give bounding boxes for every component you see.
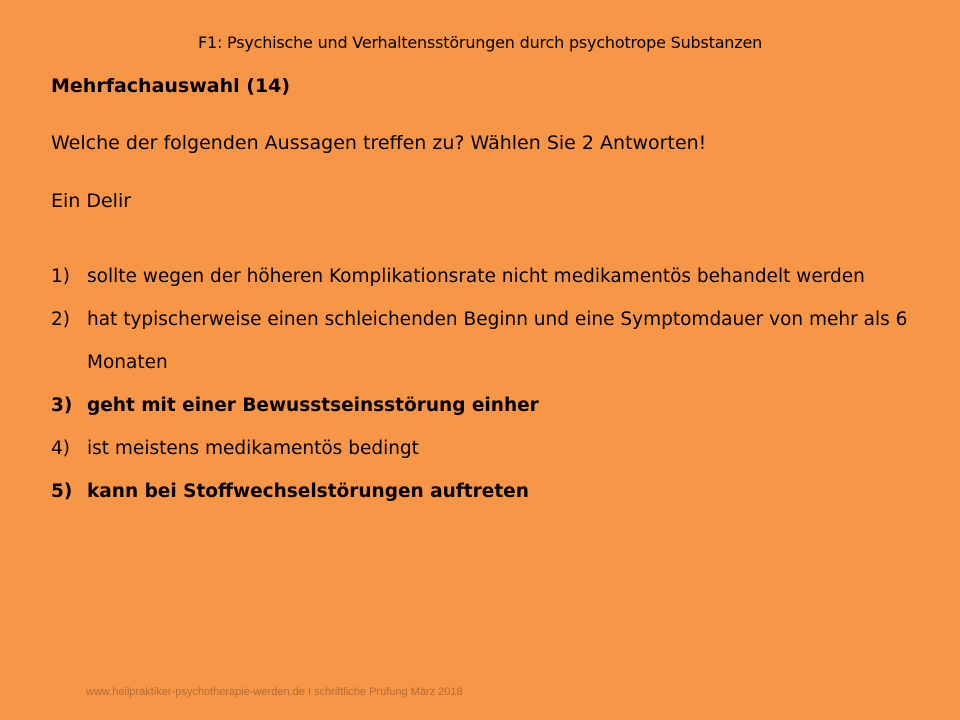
answer-option-2 <box>51 298 911 384</box>
answer-option-5 <box>51 470 911 513</box>
answer-number: 1) <box>51 266 70 287</box>
answer-text: kann bei Stoffwechselstörungen auftreten <box>87 481 529 502</box>
question-heading: Mehrfachauswahl (14) <box>51 75 291 97</box>
answer-number: 4) <box>51 438 70 459</box>
answer-text: sollte wegen der höheren Komplikationsrate nicht medikamentös behandelt werden <box>87 266 865 287</box>
answer-number: 3) <box>51 395 73 416</box>
answer-text: ist meistens medikamentös bedingt <box>87 438 419 459</box>
answer-option-1 <box>51 255 911 298</box>
answer-option-4 <box>51 427 911 470</box>
question-prompt: Welche der folgenden Aussagen treffen zu? Wählen Sie 2 Antworten! <box>51 132 707 154</box>
footer-source: www.heilpraktiker-psychotherapie-werden.de I schriftliche Prüfung März 2018 <box>86 686 463 698</box>
answer-number: 5) <box>51 481 73 502</box>
slide-header-title: F1: Psychische und Verhaltensstörungen durch psychotrope Substanzen <box>197 33 763 52</box>
answer-option-3 <box>51 384 911 427</box>
question-stem: Ein Delir <box>51 190 132 212</box>
answer-text: geht mit einer Bewusstseinsstörung einher <box>87 395 539 416</box>
answer-list <box>51 255 911 513</box>
answer-number: 2) <box>51 309 70 330</box>
answer-text: hat typischerweise einen schleichenden Beginn und eine Symptomdauer von mehr als 6 Monaten <box>87 309 908 373</box>
